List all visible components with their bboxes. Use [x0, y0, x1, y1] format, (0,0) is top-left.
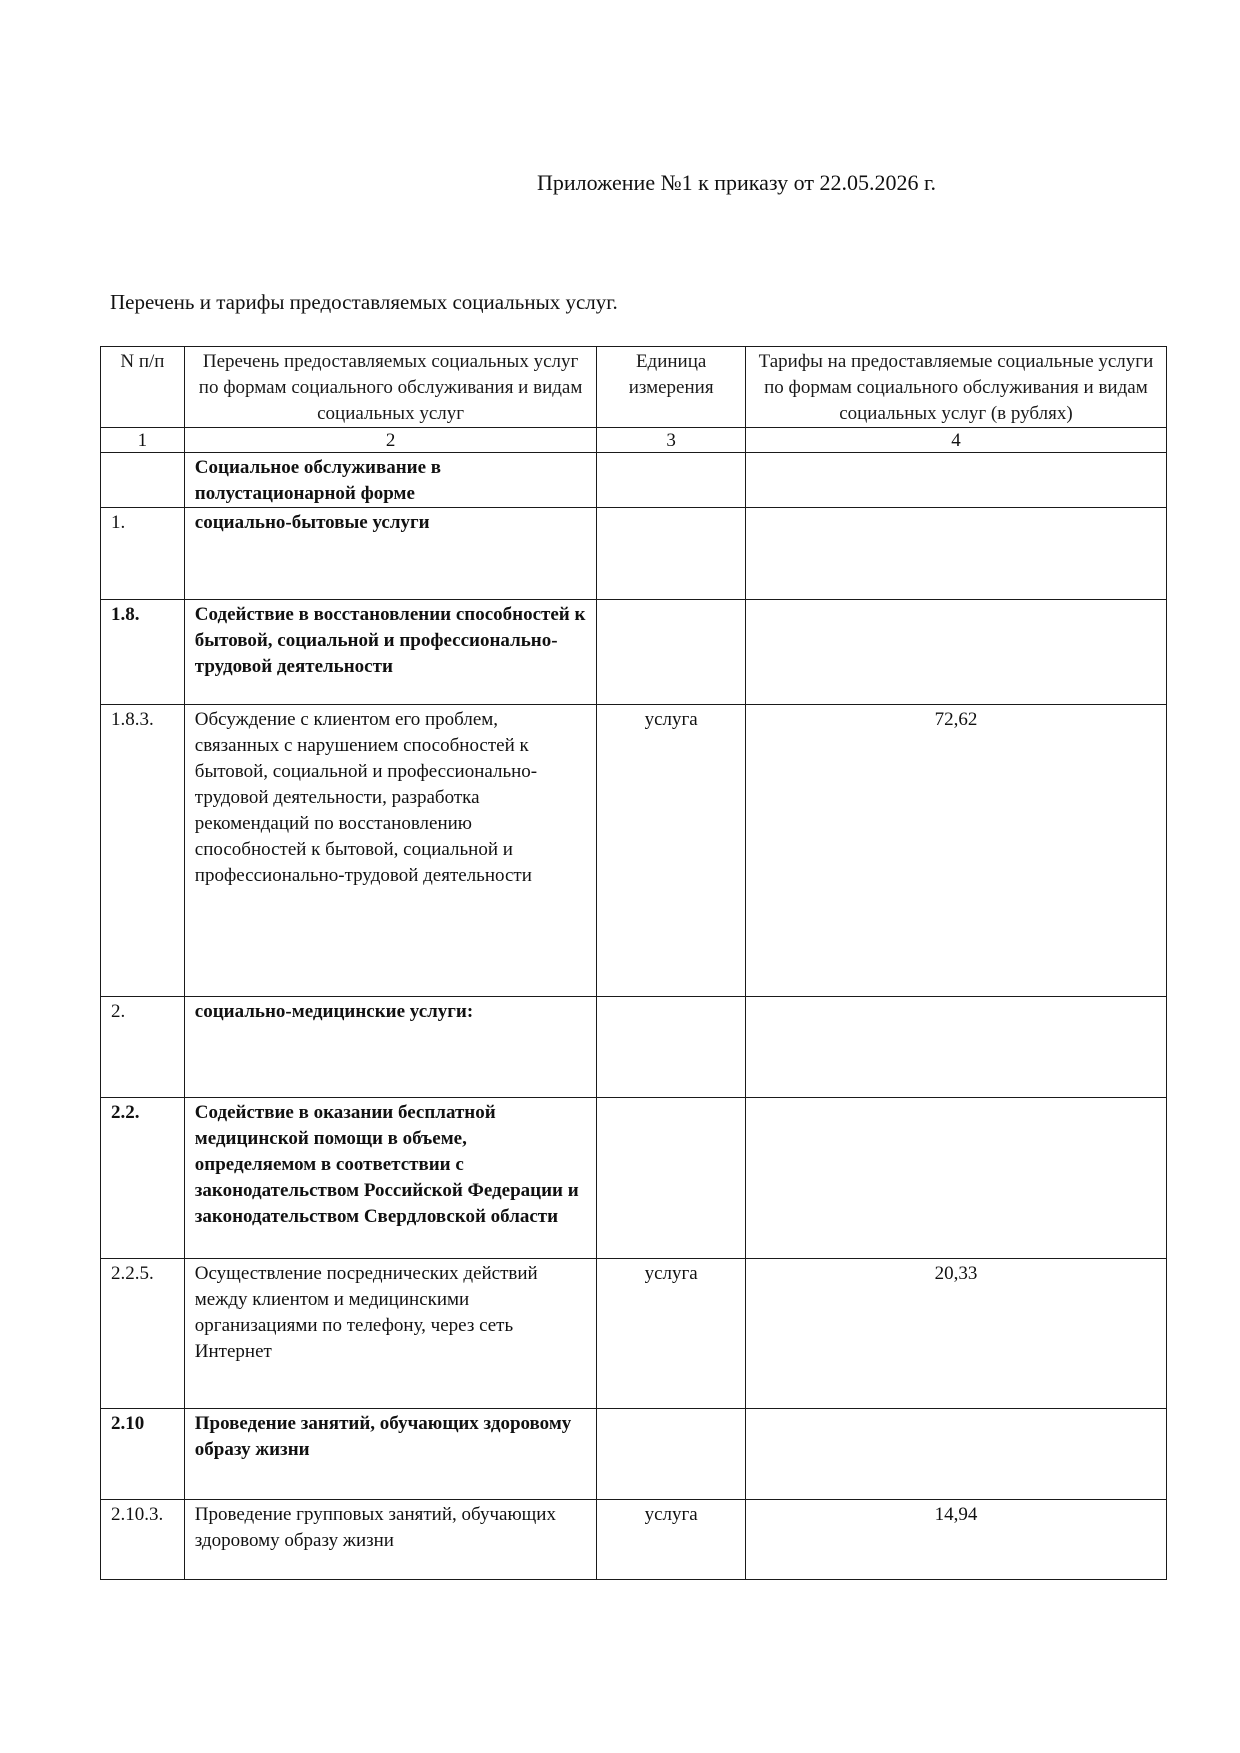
section-heading: Социальное обслуживание в полустационарной форме [184, 453, 597, 508]
row-tariff [745, 453, 1166, 508]
tariffs-table [100, 346, 1167, 1580]
service-name: Обсуждение с клиентом его проблем, связанных с нарушением способностей к бытовой, социальной и профессионально-трудовой деятельности, разработка рекомендаций по восстановлению способностей к бытовой, социальной и профессионально-трудовой деятельности [184, 705, 597, 997]
row-tariff [745, 997, 1166, 1098]
row-tariff: 20,33 [745, 1259, 1166, 1409]
table-row [101, 997, 1167, 1098]
row-tariff: 72,62 [745, 705, 1166, 997]
row-number [101, 453, 185, 508]
row-unit [597, 1409, 745, 1500]
column-header-unit: Единица измерения [597, 347, 745, 428]
table-row [101, 1500, 1167, 1580]
service-name: Проведение групповых занятий, обучающих здоровому образу жизни [184, 1500, 597, 1580]
row-tariff [745, 1098, 1166, 1259]
service-group: Проведение занятий, обучающих здоровому образу жизни [184, 1409, 597, 1500]
table-row [101, 1259, 1167, 1409]
row-tariff: 14,94 [745, 1500, 1166, 1580]
column-number: 2 [184, 428, 597, 453]
service-category: социально-бытовые услуги [184, 508, 597, 600]
column-header-service-list: Перечень предоставляемых социальных услуг по формам социального обслуживания и видам социальных услуг [184, 347, 597, 428]
row-number: 2.2. [101, 1098, 185, 1259]
column-header-number: N п/п [101, 347, 185, 428]
service-category: социально-медицинские услуги: [184, 997, 597, 1098]
row-tariff [745, 508, 1166, 600]
row-number: 2. [101, 997, 185, 1098]
row-tariff [745, 600, 1166, 705]
row-number: 1.8. [101, 600, 185, 705]
row-unit: услуга [597, 705, 745, 997]
row-tariff [745, 1409, 1166, 1500]
service-group: Содействие в восстановлении способностей к бытовой, социальной и профессионально-трудовой деятельности [184, 600, 597, 705]
table-header-row [101, 347, 1167, 428]
row-unit [597, 453, 745, 508]
table-row [101, 1098, 1167, 1259]
row-unit: услуга [597, 1500, 745, 1580]
column-number: 4 [745, 428, 1166, 453]
table-row [101, 453, 1167, 508]
column-number: 1 [101, 428, 185, 453]
row-unit [597, 1098, 745, 1259]
row-number: 2.10 [101, 1409, 185, 1500]
column-number: 3 [597, 428, 745, 453]
row-unit [597, 600, 745, 705]
table-row [101, 508, 1167, 600]
column-header-tariff: Тарифы на предоставляемые социальные услуги по формам социального обслуживания и видам социальных услуг (в рублях) [745, 347, 1166, 428]
column-number-row [101, 428, 1167, 453]
table-row [101, 1409, 1167, 1500]
table-row [101, 705, 1167, 997]
row-number: 2.2.5. [101, 1259, 185, 1409]
document-title: Перечень и тарифы предоставляемых социальных услуг. [110, 290, 618, 314]
row-number: 2.10.3. [101, 1500, 185, 1580]
row-number: 1.8.3. [101, 705, 185, 997]
appendix-header: Приложение №1 к приказу от 22.05.2026 г. [537, 170, 937, 195]
service-group: Содействие в оказании бесплатной медицинской помощи в объеме, определяемом в соответствии с законодательством Российской Федерации и законодательством Свердловской области [184, 1098, 597, 1259]
service-name: Осуществление посреднических действий между клиентом и медицинскими организациями по телефону, через сеть Интернет [184, 1259, 597, 1409]
row-unit [597, 997, 745, 1098]
row-unit [597, 508, 745, 600]
table-row [101, 600, 1167, 705]
row-unit: услуга [597, 1259, 745, 1409]
row-number: 1. [101, 508, 185, 600]
